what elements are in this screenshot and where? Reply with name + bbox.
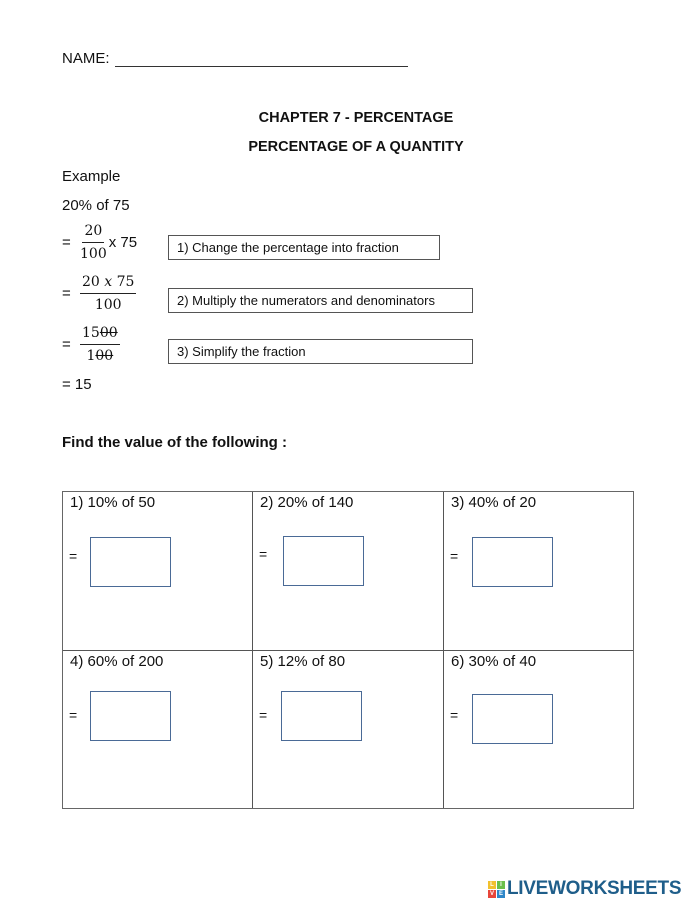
question-cell-1 [63, 492, 253, 651]
den-part: 1 [86, 348, 96, 364]
answer-input-1[interactable] [90, 537, 171, 587]
example-step-3-equation [62, 324, 120, 365]
example-label: Example [62, 168, 121, 185]
example-question: 20% of 75 [62, 197, 130, 214]
question-cell-4 [63, 651, 253, 808]
question-label: 4) 60% of 200 [70, 653, 164, 670]
cancelled-zeros: 00 [95, 348, 114, 364]
chapter-title: CHAPTER 7 - PERCENTAGE [258, 110, 454, 126]
answer-input-5[interactable] [281, 691, 362, 741]
name-row [62, 50, 408, 67]
equals-sign: = [69, 707, 78, 723]
step-label: 3) Simplify the fraction [177, 344, 306, 359]
example-step-1-equation [62, 222, 137, 263]
equals-sign: = [450, 707, 459, 723]
answer-input-6[interactable] [472, 694, 553, 744]
example-step-2-equation [62, 273, 136, 314]
equals-sign: = [450, 548, 459, 564]
step-box-3 [168, 339, 473, 364]
cancelled-zeros: 00 [99, 325, 118, 341]
step-label: 1) Change the percentage into fraction [177, 240, 399, 255]
denominator: 100 [94, 297, 122, 313]
equals-sign: = [62, 285, 71, 302]
brand-text: LIVEWORKSHEETS [507, 878, 682, 899]
answer-input-3[interactable] [472, 537, 553, 587]
times-symbol: x [104, 274, 113, 290]
logo-block-i: I [497, 881, 505, 889]
logo-block-v: V [489, 890, 494, 897]
num-part: 20 [82, 274, 105, 290]
name-label: NAME: [62, 50, 110, 67]
num-part: 75 [112, 274, 135, 290]
question-label: 6) 30% of 40 [451, 653, 537, 670]
live-blocks-icon [488, 881, 505, 898]
logo-block-e: E [498, 890, 503, 897]
question-cell-6 [444, 651, 633, 808]
num-part: 15 [82, 325, 100, 341]
numerator [80, 273, 136, 294]
liveworksheets-logo[interactable] [488, 878, 681, 900]
fraction [80, 324, 120, 365]
multiplier-text: x 75 [108, 234, 138, 251]
logo-block-l: L [488, 881, 496, 889]
fraction [80, 273, 136, 314]
answer-input-2[interactable] [283, 536, 364, 586]
answer-input-4[interactable] [90, 691, 171, 741]
exercise-instruction: Find the value of the following : [62, 434, 287, 451]
step-box-2 [168, 288, 473, 313]
name-blank-line [115, 51, 408, 67]
numerator: 20 [82, 222, 104, 243]
question-cell-2 [253, 492, 444, 651]
exercise-table [62, 491, 634, 809]
denominator: 100 [80, 246, 107, 262]
denominator [86, 345, 113, 365]
question-cell-3 [444, 492, 633, 651]
equals-sign: = [259, 546, 268, 562]
question-label: 5) 12% of 80 [260, 653, 346, 670]
equals-sign: = [259, 707, 268, 723]
question-label: 2) 20% of 140 [260, 494, 354, 511]
question-label: 3) 40% of 20 [451, 494, 537, 511]
question-cell-5 [253, 651, 444, 808]
fraction [80, 222, 107, 263]
step-box-1 [168, 235, 440, 260]
numerator [80, 324, 120, 345]
example-result: = 15 [62, 376, 92, 393]
equals-sign: = [69, 548, 78, 564]
question-label: 1) 10% of 50 [70, 494, 156, 511]
equals-sign: = [62, 234, 71, 251]
equals-sign: = [62, 336, 71, 353]
page-subtitle: PERCENTAGE OF A QUANTITY [248, 139, 464, 155]
step-label: 2) Multiply the numerators and denominators [177, 293, 435, 308]
